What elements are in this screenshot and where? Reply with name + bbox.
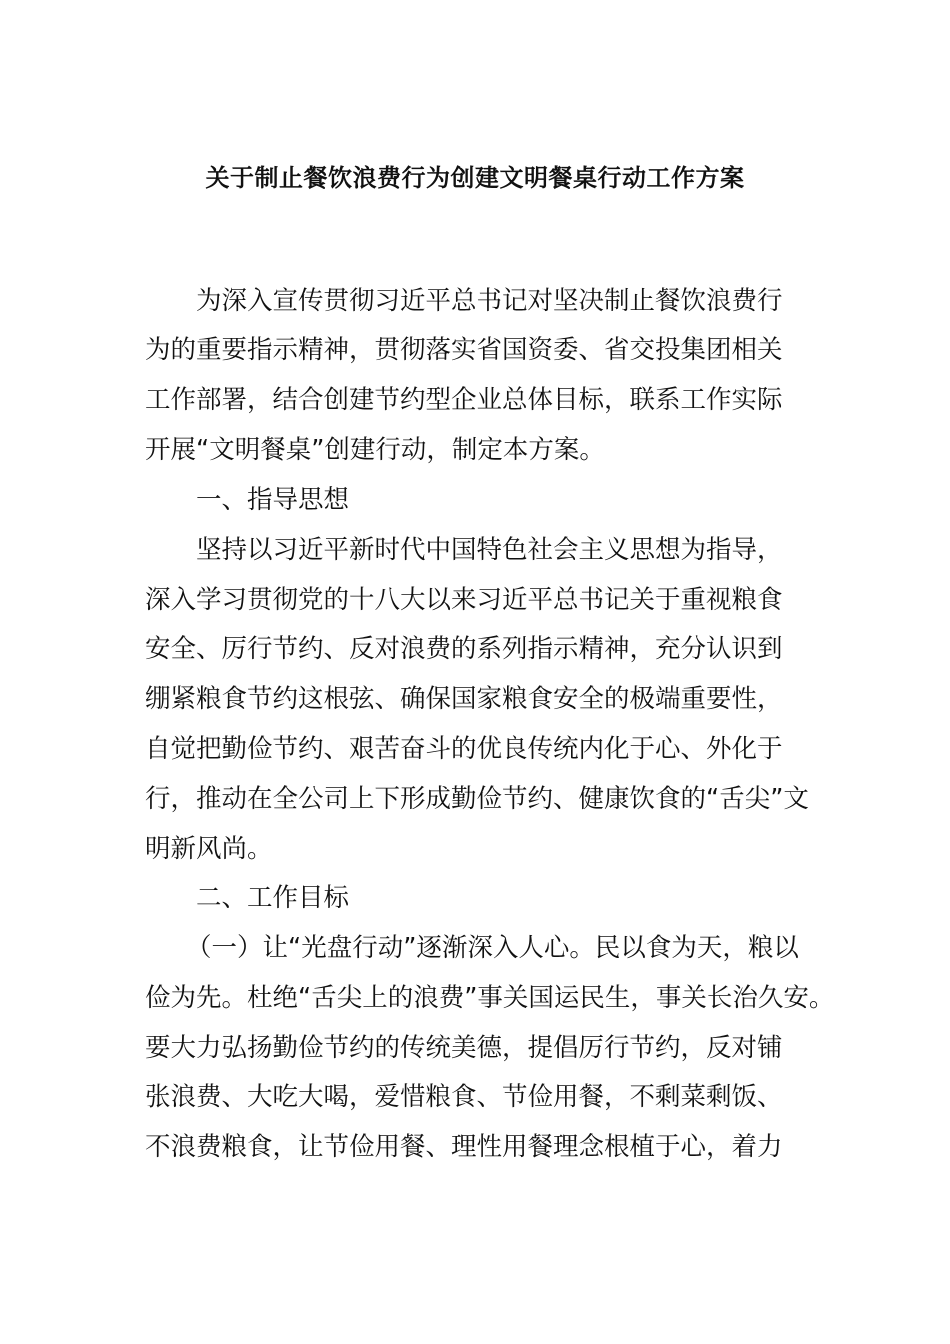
paragraph-line: 为的重要指示精神，贯彻落实省国资委、省交投集团相关 — [145, 335, 783, 365]
paragraph-line: 要大力弘扬勤俭节约的传统美德，提倡厉行节约，反对铺 — [145, 1033, 783, 1063]
paragraph-line: 不浪费粮食，让节俭用餐、理性用餐理念根植于心，着力 — [145, 1132, 783, 1162]
paragraph-line: 绷紧粮食节约这根弦、确保国家粮食安全的极端重要性， — [145, 684, 783, 714]
paragraph-line: 工作部署，结合创建节约型企业总体目标，联系工作实际 — [145, 385, 783, 415]
paragraph-line: （一）让“光盘行动”逐渐深入人心。民以食为天，粮以 — [186, 933, 799, 963]
paragraph-line: 行，推动在全公司上下形成勤俭节约、健康饮食的“舌尖”文 — [145, 784, 809, 814]
paragraph-line: 安全、厉行节约、反对浪费的系列指示精神，充分认识到 — [145, 634, 783, 664]
paragraph-line: 深入学习贯彻党的十八大以来习近平总书记关于重视粮食 — [145, 585, 783, 615]
paragraph-line: 自觉把勤俭节约、艰苦奋斗的优良传统内化于心、外化于 — [145, 734, 783, 764]
document-title: 关于制止餐饮浪费行为创建文明餐桌行动工作方案 — [205, 164, 745, 192]
paragraph-line: 为深入宣传贯彻习近平总书记对坚决制止餐饮浪费行 — [196, 286, 783, 316]
section-heading: 二、工作目标 — [196, 883, 350, 913]
paragraph-line: 开展“文明餐桌”创建行动，制定本方案。 — [145, 435, 605, 465]
paragraph-line: 俭为先。杜绝“舌尖上的浪费”事关国运民生，事关长治久安。 — [145, 983, 835, 1013]
paragraph-line: 坚持以习近平新时代中国特色社会主义思想为指导， — [196, 535, 783, 565]
paragraph-line: 明新风尚。 — [145, 834, 273, 864]
paragraph-line: 张浪费、大吃大喝，爱惜粮食、节俭用餐，不剩菜剩饭、 — [145, 1082, 783, 1112]
section-heading: 一、指导思想 — [196, 485, 350, 515]
